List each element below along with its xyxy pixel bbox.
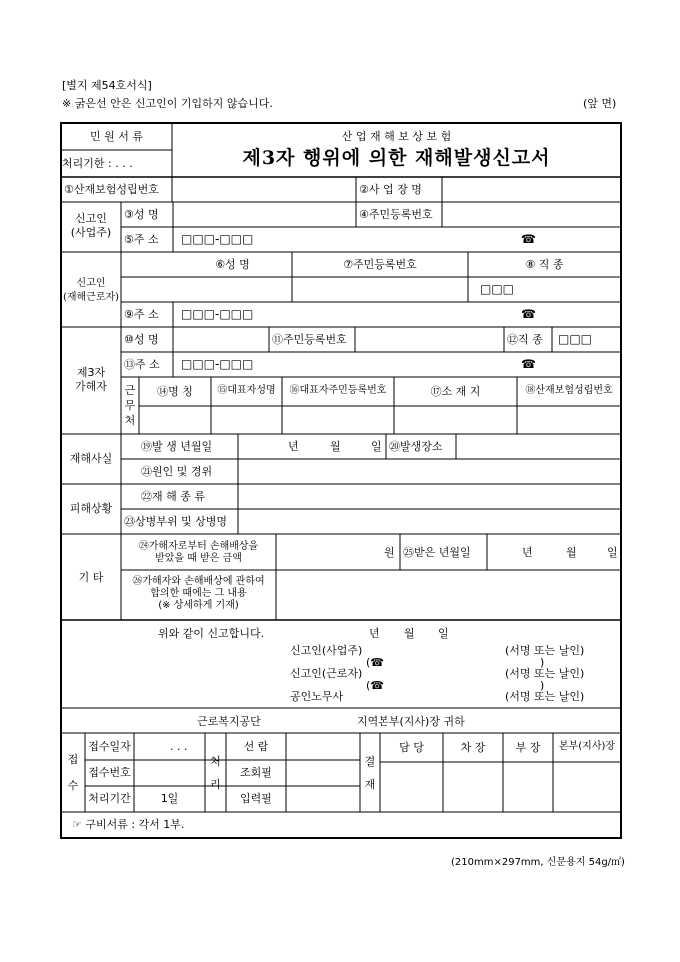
processing-deadline: 처리기한 : . . . <box>62 157 133 170</box>
chief-label: 차 장 <box>460 741 486 754</box>
business-name-label: ②사 업 장 명 <box>359 183 422 196</box>
accident-month-label: 월 <box>330 440 341 453</box>
received-date-label: ㉕받은 년월일 <box>403 546 471 559</box>
worker-rrn-label: ⑦주민등록번호 <box>343 258 417 271</box>
workplace-label: 근 무 처 <box>124 384 136 427</box>
phone-icon: ☎ <box>521 357 536 371</box>
employer-address-label: ⑤주 소 <box>124 233 159 246</box>
employer-rrn-label: ④주민등록번호 <box>359 208 433 221</box>
processing-period-label: 처리기간 <box>88 792 131 805</box>
phone-icon: ☎ <box>521 307 536 321</box>
processing-label-a: 처 <box>210 755 221 768</box>
input-label: 입력필 <box>240 792 272 805</box>
declaration-text: 위와 같이 신고합니다. <box>158 627 265 640</box>
sign-employer: (서명 또는 날인) <box>505 644 585 657</box>
receipt-date-value: . . . <box>170 740 188 753</box>
reporter-worker-label: 신고인 (재해근로자) <box>62 278 120 303</box>
insurance-org: 산 업 재 해 보 상 보 험 <box>341 130 452 143</box>
workplace-rep-rrn-label: ⑯대표자주민등록번호 <box>289 385 387 396</box>
reporter-employer-label: 신고인 (사업주) <box>70 212 112 239</box>
approval-label-b: 재 <box>364 778 376 791</box>
workplace-location-label: ⑰소 재 지 <box>430 385 481 398</box>
compensation-amount-label: ㉔가해자로부터 손해배상을 받았을 때 받은 금액 <box>138 541 259 564</box>
phone-icon: (☎ <box>366 679 384 692</box>
employer-name-label: ③성 명 <box>124 208 159 221</box>
accident-year-label: 년 <box>288 440 299 453</box>
third-party-postal-boxes[interactable]: □□□-□□□ <box>181 357 254 371</box>
worker-job-boxes[interactable]: □□□ <box>480 282 515 296</box>
declaration-day: 일 <box>438 627 449 640</box>
inquiry-label: 조회필 <box>240 766 272 779</box>
accident-cause-label: ㉑원인 및 경위 <box>141 465 213 478</box>
insurance-number-label: ①산재보험성립번호 <box>64 183 159 196</box>
workplace-name-label: ⑭명 칭 <box>157 385 193 398</box>
receipt-label-a: 접 <box>67 753 79 766</box>
signer-labor-attorney: 공인노무사 <box>290 690 344 703</box>
damage-status-label: 피해상황 <box>69 502 113 515</box>
manager-label: 부 장 <box>515 741 541 754</box>
workplace-insurance-label: ⑱산재보험성립번호 <box>525 385 613 396</box>
third-party-address-label: ⑬주 소 <box>124 358 160 371</box>
employer-postal-boxes[interactable]: □□□-□□□ <box>181 232 254 246</box>
sign-labor-attorney: (서명 또는 날인) <box>505 690 585 703</box>
received-year-label: 년 <box>522 546 533 559</box>
worker-job-label: ⑧ 직 종 <box>525 258 564 271</box>
third-party-rrn-label: ⑪주민등록번호 <box>272 333 347 346</box>
third-party-job-boxes[interactable]: □□□ <box>558 332 593 346</box>
agency-name: 근로복지공단 <box>197 715 261 728</box>
injury-label: ㉓상병부위 및 상병명 <box>124 515 228 528</box>
receipt-date-label: 접수일자 <box>88 740 131 753</box>
declaration-month: 월 <box>404 627 415 640</box>
form-title: 제3자 행위에 의한 재해발생신고서 <box>242 147 551 169</box>
phone-icon: ☎ <box>521 232 536 246</box>
accident-day-label: 일 <box>371 440 382 453</box>
accident-type-label: ㉒재 해 종 류 <box>141 490 205 503</box>
declaration-year: 년 <box>369 627 380 640</box>
sign-worker: (서명 또는 날인) <box>505 667 585 680</box>
processing-label-b: 리 <box>210 778 221 791</box>
worker-address-label: ⑨주 소 <box>124 308 159 321</box>
workplace-rep-label: ⑮대표자성명 <box>217 385 276 396</box>
instruction-note: ※ 굵은선 안은 신고인이 기입하지 않습니다. <box>62 97 273 110</box>
phone-icon: (☎ <box>366 656 384 669</box>
third-party-job-label: ⑫직 종 <box>507 333 543 346</box>
accident-facts-label: 재해사실 <box>69 452 113 465</box>
worker-postal-boxes[interactable]: □□□-□□□ <box>181 307 254 321</box>
paper-spec: (210mm×297mm, 신문용지 54g/㎡) <box>451 857 625 868</box>
phone1-close: ) <box>540 656 545 669</box>
received-day-label: 일 <box>607 546 618 559</box>
receipt-number-label: 접수번호 <box>88 766 131 779</box>
approval-label-a: 결 <box>364 755 376 768</box>
agreement-label: ㉖가해자와 손해배상에 관하여 합의한 때에는 그 내용 (※ 상세하게 기재) <box>132 576 265 611</box>
required-documents: ☞ 구비서류 : 각서 1부. <box>72 818 185 831</box>
page-side: (앞 면) <box>583 97 617 110</box>
civil-document-label: 민 원 서 류 <box>90 130 143 143</box>
form-number: [별지 제54호서식] <box>62 79 152 92</box>
third-party-label: 제3자 가해자 <box>75 366 107 393</box>
accident-date-label: ⑲발 생 년월일 <box>141 440 213 453</box>
received-month-label: 월 <box>566 546 577 559</box>
phone2-close: ) <box>540 679 545 692</box>
worker-name-label: ⑥성 명 <box>215 258 250 271</box>
accident-place-label: ⑳발생장소 <box>389 440 443 453</box>
head-label: 본부(지사)장 <box>558 741 616 752</box>
third-party-name-label: ⑩성 명 <box>124 333 159 346</box>
receipt-label-b: 수 <box>67 779 79 792</box>
signer-employer: 신고인(사업주) <box>290 644 363 657</box>
review-label: 선 람 <box>243 740 269 753</box>
branch-addressee: 지역본부(지사)장 귀하 <box>357 715 465 728</box>
won-unit: 원 <box>384 546 395 559</box>
processing-period-value: 1일 <box>160 792 179 805</box>
etc-label: 기 타 <box>78 571 104 584</box>
signer-worker: 신고인(근로자) <box>290 667 363 680</box>
in-charge-label: 담 당 <box>399 741 424 754</box>
